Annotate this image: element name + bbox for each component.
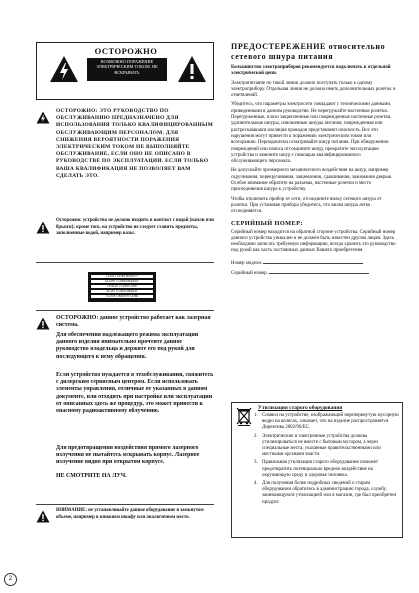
divider (36, 504, 214, 505)
exclamation-small-icon (36, 510, 50, 523)
page-number: 2 (4, 573, 17, 586)
laser-caution-p3: Для предотвращения воздействия прямого лазерного излучения не пытайтесь вскрывать корпус. Лазерное излучение видно при открытом корпусе. (56, 445, 200, 466)
exclamation-small-icon (36, 221, 50, 234)
serial-number-line (269, 268, 369, 274)
disposal-title: Утилизация старого оборудования (258, 405, 343, 411)
exclamation-small-icon (36, 317, 50, 330)
laser-caution-section (36, 315, 214, 500)
lightning-warning-icon (49, 55, 79, 83)
exclamation-warning-icon (177, 55, 207, 83)
disposal-item-text: Символ на устройстве, изображающий перечеркнутую мусорную ведро на колесах, означает, что на изделие распространяется Директива 2002/96/EC. (262, 413, 399, 431)
laser-label-line: CLASS 1 LASER PRODUCT (91, 275, 153, 278)
list-item: 2. Электрические и электронные устройства должны утилизироваться не вместе с бытовым мусором, а через специальные места, указанные правительственными или местными органами власти. (254, 434, 399, 459)
power-cord-p1: Электропитание по такой линии должно поступать только к одному электроприбору. Отдельная линия не должна иметь дополнительных розеток и ответвлений. (231, 80, 396, 99)
disposal-item-text: Электрические и электронные устройства должны утилизироваться не вместе с бытовым мусором, а через специальные места, указанные правительственными или местными органами власти. (262, 433, 381, 458)
shock-warning-box (36, 42, 214, 100)
service-caution-text: ОСТОРОЖНО: ЭТО РУКОВОДСТВО ПО ОБСЛУЖИВАНИЮ ПРЕДНАЗНАЧЕНО ДЛЯ ИСПОЛЬЗОВАНИЯ ТОЛЬКО КВАЛИФИЦИРОВАННЫМ ОБСЛУЖИВАЮЩИМ ПЕРСОНАЛОМ. ДЛЯ СНИЖЕНИЯ ВЕРОЯТНОСТИ ПОРАЖЕНИЯ ЭЛЕКТРИЧЕСКИМ ТОКОМ НЕ ВЫПОЛНЯЙТЕ ОБСЛУЖИВАНИЕ, ЕСЛИ ОНО НЕ ОПИСАНО В РУКОВОДСТВЕ ПО ЭКСПЛУАТАЦИИ. ЕСЛИ ТОЛЬКО ВАША КВАЛИФИКАЦИЯ НЕ ПОЗВОЛЯЕТ ВАМ СДЕЛАТЬ ЭТО. (56, 108, 213, 179)
right-column (231, 42, 396, 278)
power-cord-p3: Не допускайте чрезмерного механического воздействия на шнур, например скручивания, перекручивания, защемления, сдавливания, зажимания дверью. Особое внимание обратите на разъемы, настенные розетки и место присоединения шнура к устройству. (231, 168, 393, 193)
divider (36, 262, 214, 263)
power-cord-p4: Чтобы отключить прибор от сети, отсоедините вилку сетевого шнура от розетки. При установке прибора убедитесь, что вилка шнура легко отсоединяется. (231, 196, 382, 215)
list-item: 1. Символ на устройстве, изображающий перечеркнутую мусорную ведро на колесах, означает, что на изделие распространяется Директива 2002/96/EC. (254, 413, 399, 431)
laser-class-label (88, 272, 156, 302)
warning-box-title: ОСТОРОЖНО (94, 46, 158, 56)
disposal-box (231, 402, 403, 538)
serial-number-row (231, 268, 396, 278)
vent-caution-section (36, 508, 214, 538)
laser-label-line: LUOKAN 1 LASER LAITE (91, 285, 153, 288)
serial-text: Серийный номер находится на обратной стороне устройства. Серийный номер данного устройства уникален и не должен быть известен другим лицам. Здесь необходимо записать требуемую информацию, всегда хранить это руководство под рукой как часть постоянных данных Вашего приобретения. (231, 229, 396, 254)
laser-caution-p2: Если устройство нуждается в техобслуживании, свяжитесь с дилерским сервисным центром. Если использовать элементы управления, отличные от указанных в данном документе, или отходить при настройке или эксплуатации от описанных здесь же процедур, это может привести к опасному радиоактивному облучению. (56, 372, 214, 415)
laser-label-line: CLASSE 1 PRODUIT LASER (91, 295, 153, 298)
left-column (36, 42, 214, 520)
laser-caution-p1: Для обеспечения надлежащего режима эксплуатации данного изделия внимательно прочтите данное руководство владельца и держите его под рукой для последующего к нему обращения. (56, 332, 199, 360)
crossed-bin-icon (236, 406, 252, 426)
serial-number-label: Серийный номер. (231, 270, 268, 276)
lightning-small-icon (36, 111, 50, 124)
laser-caution-heading: ОСТОРОЖНО: данное устройство работает как лазерная система. (56, 315, 211, 329)
list-item: 4. Для получения более подробных сведений о старом оборудовании обратитесь в администрацию города, службу, занимающуюся утилизацией или в магазин, где был приобретен продукт. (254, 481, 399, 506)
power-cord-title: ПРЕДОСТЕРЕЖЕНИЕ относительно сетевого шнура питания (231, 42, 386, 61)
model-number-row (231, 258, 396, 268)
power-cord-p2: Убедитесь, что параметры электросети совпадают с техническими данными, приведенными в данном руководстве. Не перегружайте настенные розетки. Перегруженные, плохо закрепленные или поврежденные настенные розетки, удлинительные шнуры, изношенные шнуры питания, поврежденная или растрескавшаяся изоляция проводов представляют опасность. Все эти нарушения могут привести к поражению электрическим током или возгоранию. Периодически осматривайте шнур питания. При обнаружении повреждений или износа отсоедините шнур, прекратите эксплуатацию устройства и замените шнур с помощью квалифицированного обслуживающего персонала. (231, 102, 392, 165)
vent-caution-text: ВНИМАНИЕ: не устанавливайте данное оборудование в замкнутом объеме, например в книжном шкафу или аналогичном месте. (56, 508, 204, 520)
laser-label-line: KLASSE 1 LASER PRODUKT (91, 280, 153, 283)
disposal-item-text: Для получения более подробных сведений о старом оборудовании обратитесь в администрацию города, службу, занимающуюся утилизацией или в магазин, где был приобретен продукт. (262, 481, 397, 505)
warning-box-black-text: ВОЗМОЖНО ПОРАЖЕНИЕ ЭЛЕКТРИЧЕСКИМ ТОКОМ. НЕ ВСКРЫВАТЬ (87, 58, 167, 81)
serial-heading: СЕРИЙНЫЙ НОМЕР: (231, 219, 304, 227)
divider (36, 310, 214, 311)
power-cord-bold-text: Большинство электроприборов рекомендуется подключать к отдельной электрической цепи. (231, 65, 391, 77)
disposal-list (254, 413, 399, 508)
model-number-label: Номер модели. (231, 260, 263, 266)
disposal-item-text: Правильная утилизация старого оборудования поможет предотвратить потенциально вредное воздействие на окружающую среду и здоровье человека. (262, 460, 379, 478)
model-number-line (263, 258, 363, 264)
water-caution-section (36, 218, 214, 262)
service-caution-section (36, 108, 214, 218)
laser-label-line: KLASS 1 LASER APPARAT (91, 290, 153, 293)
water-caution-text: Осторожно: устройство не должно входить в контакт с водой (капли или брызги); кроме того, на устройство не следует ставить предметы, заполненные водой, например вазы. (56, 218, 214, 237)
laser-caution-p4: НЕ СМОТРИТЕ НА ЛУЧ. (56, 473, 127, 479)
list-item: 3. Правильная утилизация старого оборудования поможет предотвратить потенциально вредное воздействие на окружающую среду и здоровье человека. (254, 460, 399, 479)
